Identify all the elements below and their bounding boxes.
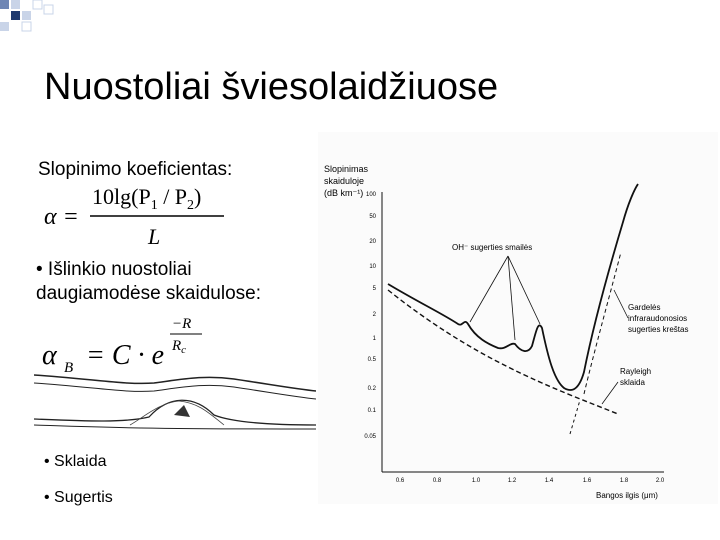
formula2-exp-denominator: $R_c$	[172, 338, 187, 356]
attenuation-spectrum-figure	[318, 132, 718, 504]
x-tick-0.6: 0.6	[395, 478, 405, 484]
x-tick-2.0: 2.0	[655, 478, 665, 484]
y-label-line3: (dB km⁻¹)	[324, 188, 364, 198]
corner-decoration	[0, 0, 60, 40]
bending-label-line2: daugiamodėse skaidulose:	[36, 283, 261, 304]
bending-label-line1: • Išlinkio nuostoliai	[36, 259, 192, 280]
x-tick-1.4: 1.4	[544, 478, 554, 484]
oh-peaks-label: OH⁻ sugerties smailės	[452, 243, 533, 252]
bent-fiber-illustration	[34, 365, 316, 435]
formula2-sub: B	[64, 360, 74, 376]
formula2-exp-numerator: −R	[172, 316, 192, 332]
y-tick-1: 1	[372, 336, 376, 342]
y-tick-100: 100	[365, 192, 376, 198]
formula2-middle: = C · e	[86, 340, 164, 371]
y-tick-50: 50	[369, 214, 376, 220]
bullet-scatter: • Sklaida	[44, 453, 107, 470]
lattice-label-line1: Gardelės	[628, 303, 661, 312]
formula1-denominator: L	[148, 224, 161, 249]
y-tick-0.2: 0.2	[367, 386, 376, 392]
formula1-numerator: $10\lg(P_1 / P_2)$	[92, 184, 202, 213]
y-tick-20: 20	[369, 239, 376, 245]
y-label-line2: skaiduloje	[324, 176, 365, 186]
y-tick-0.5: 0.5	[367, 357, 376, 363]
y-tick-0.1: 0.1	[367, 408, 376, 414]
bullet-absorption: • Sugertis	[44, 489, 113, 506]
x-tick-1.0: 1.0	[471, 478, 481, 484]
attenuation-formula	[40, 180, 230, 252]
y-tick-2: 2	[372, 312, 376, 318]
slide-title: Nuostoliai šviesolaidžiuose	[44, 66, 499, 108]
x-tick-1.6: 1.6	[582, 478, 592, 484]
lattice-label-line3: sugerties kreštas	[628, 325, 689, 334]
lattice-label-line2: infraraudonosios	[628, 314, 688, 323]
x-tick-1.8: 1.8	[619, 478, 629, 484]
attenuation-label: Slopinimo koeficientas:	[38, 159, 233, 180]
x-tick-0.8: 0.8	[432, 478, 442, 484]
y-label-line1: Slopinimas	[324, 164, 369, 174]
x-axis-label: Bangos ilgis (μm)	[596, 491, 658, 500]
y-tick-0.05: 0.05	[364, 434, 376, 440]
y-tick-5: 5	[372, 286, 376, 292]
formula1-lhs: α =	[44, 204, 79, 230]
rayleigh-label-line2: sklaida	[620, 378, 645, 387]
formula2-alpha: α	[42, 340, 57, 371]
y-tick-10: 10	[369, 264, 376, 270]
x-tick-1.2: 1.2	[507, 478, 517, 484]
rayleigh-label-line1: Rayleigh	[620, 367, 652, 376]
